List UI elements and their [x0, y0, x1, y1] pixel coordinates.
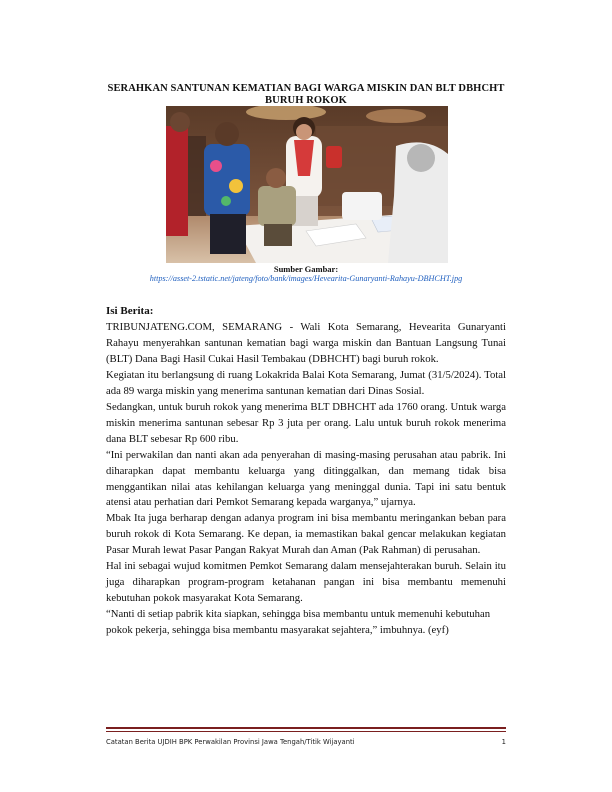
document-title: SERAHKAN SANTUNAN KEMATIAN BAGI WARGA MISKIN DAN BLT DBHCHT BURUH ROKOK: [107, 83, 505, 106]
paragraph: “Ini perwakilan dan nanti akan ada penyerahan di masing-masing perusahan atau pabrik. Ini diharapkan dapat membantu keluarga yang ditinggalkan, dan memang tidak bisa menggantikan nilai atas kehilangan keluarga yang meninggal dunia. Tapi ini satu bentuk atensi atau perhatian dari Pemkot Semarang kepada warganya,” ujarnya.: [106, 448, 506, 509]
page-number: 1: [501, 738, 506, 746]
article-body: [106, 320, 506, 639]
paragraph: Kegiatan itu berlangsung di ruang Lokakrida Balai Kota Semarang, Jumat (31/5/2024). Total ada 89 warga miskin yang menerima santunan kematian dari Dinas Sosial.: [106, 368, 506, 397]
paragraph: Mbak Ita juga berharap dengan adanya program ini bisa membantu meringankan beban para buruh rokok di Kota Semarang. Ke depan, ia memastikan bakal gencar melakukan kegiatan Pasar Murah lewat Pasar Pangan Rakyat Murah dan Aman (Pak Rahman) di perusahan.: [106, 512, 506, 557]
paragraph: Hal ini sebagai wujud komitmen Pemkot Semarang dalam mensejahterakan buruh. Selain itu juga diharapkan program-program ketahanan pangan ini bisa membantu memenuhi kebutuhan pokok masyarakat Kota Semarang.: [106, 560, 506, 605]
paragraph: “Nanti di setiap pabrik kita siapkan, sehingga bisa membantu untuk memenuhi kebutuhan pokok pekerja, sehingga bisa membantu masyarakat sejahtera,” imbuhnya. (eyf): [106, 608, 491, 637]
paragraph: TRIBUNJATENG.COM, SEMARANG - Wali Kota Semarang, Hevearita Gunaryanti Rahayu menyerahkan santunan kematian bagi warga miskin dan Bantuan Langsung Tunai (BLT) Dana Bagi Hasil Cukai Hasil Tembakau (DBHCHT) bagi buruh rokok.: [106, 321, 506, 365]
image-source-label: Sumber Gambar:: [273, 264, 339, 274]
section-label: Isi Berita:: [106, 305, 154, 317]
footer-text: Catatan Berita UJDIH BPK Perwakilan Provinsi Jawa Tengah/Titik Wijayanti: [106, 738, 355, 746]
news-photo: [166, 106, 448, 263]
footer-divider-thin: [106, 731, 506, 732]
paragraph: Sedangkan, untuk buruh rokok yang menerima BLT DBHCHT ada 1760 orang. Untuk warga miskin menerima santunan sebesar Rp 3 juta per orang. Lalu untuk buruh rokok menerima dana BLT sebesar Rp 600 ribu.: [106, 400, 506, 445]
image-source-link[interactable]: https://asset-2.tstatic.net/jateng/foto/bank/images/Hevearita-Gunaryanti-Rahayu-DBHCHT.jpg: [149, 274, 463, 283]
footer-divider: [106, 727, 506, 729]
